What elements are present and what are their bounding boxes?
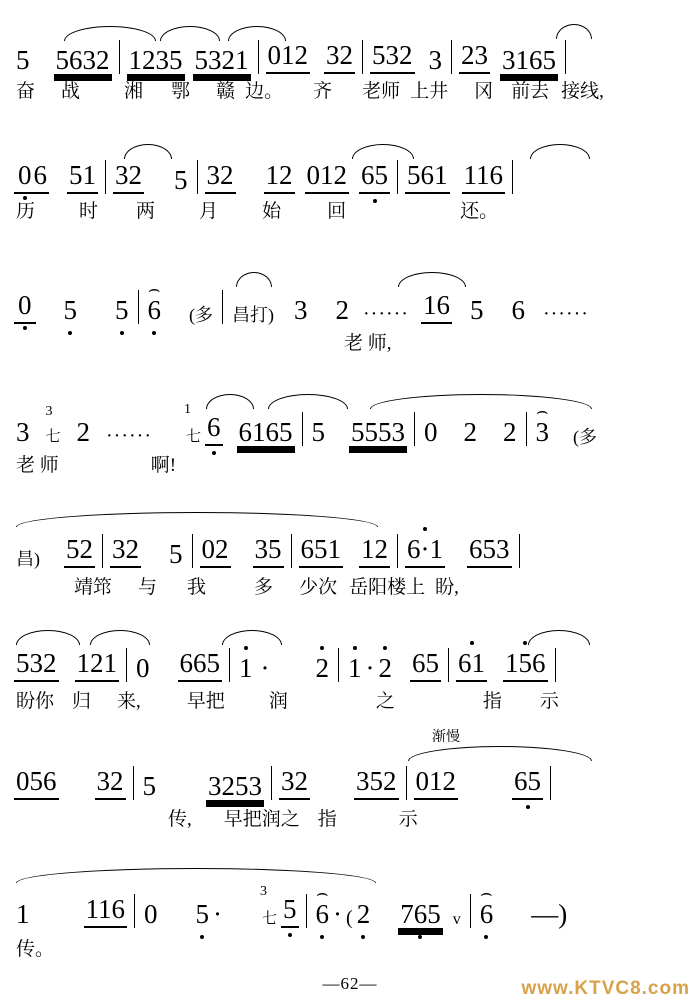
note-group: 32: [113, 162, 144, 194]
barline: [397, 534, 398, 568]
lyric: 我: [187, 577, 207, 598]
note-group: 056: [14, 768, 59, 800]
slur: [16, 512, 378, 527]
barline: [512, 160, 513, 194]
slur: [556, 24, 592, 39]
slur: [16, 630, 80, 645]
lyric: 岳阳楼上: [349, 577, 426, 598]
note: 6: [511, 295, 525, 325]
note: 5: [281, 896, 299, 928]
slur: [206, 394, 254, 409]
lyric: 老师: [362, 81, 401, 102]
slur: [528, 630, 590, 645]
spoken-text: 昌): [16, 549, 40, 569]
slur: [228, 26, 286, 41]
spoken-text: (多: [189, 305, 213, 325]
notation-row-5: [14, 534, 686, 568]
slur: [90, 630, 150, 645]
lyric: 指: [317, 809, 337, 830]
lyric: 回: [327, 201, 347, 222]
lyric: 两: [136, 201, 156, 222]
barline: [448, 648, 449, 682]
note-group: 32: [324, 42, 355, 74]
note: 2: [76, 417, 91, 447]
lyrics-row-1: [14, 82, 686, 101]
lyric: 湘: [124, 81, 144, 102]
note-group: [14, 292, 36, 324]
slur: [236, 272, 272, 287]
notation-row-4: [14, 402, 686, 447]
note: 3: [294, 295, 308, 325]
barline: [258, 40, 259, 74]
note: 0: [424, 417, 438, 447]
barline: [470, 894, 471, 928]
note-group: 012: [414, 768, 459, 800]
lyric: 啊!: [150, 455, 177, 476]
slur: [160, 26, 220, 41]
barline: [133, 766, 134, 800]
barline: [302, 412, 303, 446]
lyric: 示: [398, 809, 418, 830]
note-group: 532: [14, 650, 59, 682]
tempo-marking: 渐慢: [432, 728, 460, 744]
note-group: 02: [200, 536, 231, 568]
note-group: 665: [178, 650, 223, 682]
lyric: 战: [61, 81, 81, 102]
dots: ······: [106, 425, 152, 447]
barline: [102, 534, 103, 568]
ornament: 3 七: [260, 884, 278, 927]
note: 5: [195, 899, 209, 929]
note-group: 3253: [208, 771, 262, 801]
note-group: 1235: [128, 45, 183, 75]
note: 5: [169, 539, 183, 569]
note: 5: [469, 295, 484, 325]
barline: [126, 648, 127, 682]
note-group: 32: [279, 768, 310, 800]
note: 0: [18, 160, 32, 190]
note-group: 561: [405, 162, 450, 194]
note-group: 5553: [351, 417, 405, 447]
lyrics-row-2: [14, 202, 686, 221]
slur: [398, 272, 466, 287]
lyric: 传,: [168, 809, 192, 830]
lyric: 老 师: [16, 455, 59, 476]
note-group: 61: [456, 650, 487, 682]
note-group: 65: [512, 768, 543, 800]
barline: [229, 648, 230, 682]
slur: [370, 394, 592, 409]
barline: [197, 160, 198, 194]
lyric: 鄂: [171, 81, 191, 102]
note-group: 06: [14, 162, 49, 194]
lyrics-row-4: [14, 456, 686, 475]
note-group: 121: [75, 650, 120, 682]
note: 2: [356, 899, 371, 929]
note: 5: [115, 295, 129, 325]
lyric: 齐: [313, 81, 333, 102]
note-group: 116: [462, 162, 506, 194]
lyric: 之: [375, 691, 395, 712]
note: —): [531, 899, 568, 929]
note-group: 765: [400, 899, 441, 929]
note: ·: [260, 653, 270, 683]
slur: [124, 144, 172, 159]
note-group: 651: [299, 536, 344, 568]
note-group: 3165: [502, 45, 556, 75]
lyric: 还。: [460, 201, 499, 222]
barline: [362, 40, 363, 74]
note-group: 116: [84, 896, 128, 928]
slur: [16, 868, 376, 883]
note-group: 12: [359, 536, 390, 568]
slur: [408, 746, 592, 761]
lyric: 来,: [117, 691, 141, 712]
note: 5: [63, 295, 77, 325]
note-group: 32: [110, 536, 141, 568]
notation-row-8: [14, 884, 686, 929]
lyric: 少次: [299, 577, 338, 598]
barline: [526, 412, 527, 446]
lyrics-row-6: [14, 692, 686, 711]
note-group: 16: [421, 292, 452, 324]
notation-row-1: [14, 40, 686, 74]
ornament: 1 七: [183, 402, 201, 445]
note-group: 532: [370, 42, 415, 74]
breath-mark: v: [452, 911, 461, 928]
note: ⌢ 3: [534, 419, 552, 446]
note-group: 23: [459, 42, 490, 74]
note: 2: [315, 653, 329, 683]
lyric: 润: [268, 691, 288, 712]
barline: [555, 648, 556, 682]
watermark: www.KTVC8.com: [521, 978, 690, 999]
lyric: 时: [79, 201, 99, 222]
lyric: 月: [199, 201, 219, 222]
note: ⌢ 6: [478, 901, 496, 928]
note-group: 012: [305, 162, 350, 194]
note-group: 12: [264, 162, 295, 194]
note: 1: [348, 653, 362, 683]
note: 3: [16, 417, 30, 447]
note: 5: [311, 417, 325, 447]
slur: [268, 394, 348, 409]
lyric: 始: [262, 201, 282, 222]
note: 5: [142, 771, 156, 801]
note: 0: [18, 290, 32, 320]
barline: [397, 160, 398, 194]
note-group: 352: [354, 768, 399, 800]
barline: [134, 894, 135, 928]
note-group: 65: [359, 162, 390, 194]
spoken-text: 昌打): [232, 305, 274, 325]
notation-row-2: [14, 160, 686, 194]
barline: [414, 412, 415, 446]
barline: [192, 534, 193, 568]
barline: [105, 160, 106, 194]
note: 0: [144, 899, 158, 929]
lyrics-row-5: [14, 578, 686, 597]
note: 0: [136, 653, 150, 683]
note-group: 51: [67, 162, 98, 194]
lyrics-row-7: [14, 810, 686, 829]
note: 2: [378, 653, 392, 683]
note-group: 6·1: [405, 536, 445, 568]
page-number: —62—: [322, 974, 378, 993]
lyric: 多: [254, 577, 274, 598]
note: ⌢ 6: [146, 297, 164, 324]
note: 6: [205, 414, 223, 446]
slur: [64, 26, 156, 41]
notation-row-3: [14, 290, 686, 324]
lyric: 前去: [511, 81, 550, 102]
note: ·: [365, 653, 375, 683]
dots: ······: [363, 303, 409, 325]
note-group: 5321: [194, 45, 249, 75]
barline: [222, 290, 223, 324]
lyric: 指: [482, 691, 502, 712]
note-group: 012: [266, 42, 311, 74]
barline: [338, 648, 339, 682]
lyric: 奋: [16, 81, 36, 102]
lyric: 赣: [216, 81, 236, 102]
notation-row-7: [14, 766, 686, 800]
spoken-text: (多: [573, 427, 597, 447]
barline: [451, 40, 452, 74]
note-group: 32: [95, 768, 126, 800]
lyrics-row-3: [14, 334, 686, 353]
note: 5: [174, 165, 188, 195]
slur: [352, 144, 414, 159]
note: 2: [503, 417, 517, 447]
barline: [519, 534, 520, 568]
lyric: 归: [72, 691, 92, 712]
note: ·: [213, 899, 222, 929]
barline: [119, 40, 120, 74]
lyric: 盼你: [16, 691, 55, 712]
note-group: 156: [503, 650, 548, 682]
lyric: 靖筇: [74, 577, 113, 598]
note-group: 35: [253, 536, 284, 568]
lyric: 老 师,: [344, 333, 392, 354]
notation-row-6: [14, 648, 686, 682]
slur: [222, 630, 282, 645]
dots: ······: [542, 303, 589, 325]
barline: [565, 40, 566, 74]
note-group: 6165: [238, 417, 293, 447]
lyric: 示: [539, 691, 559, 712]
note: ⌢ 6: [314, 901, 332, 928]
lyric: 冈: [474, 81, 494, 102]
note: ·: [333, 899, 343, 929]
slur: [530, 144, 590, 159]
barline: [550, 766, 551, 800]
note-group: 5632: [55, 45, 110, 75]
lyric: 上井: [410, 81, 449, 102]
barline: [138, 290, 139, 324]
barline: [406, 766, 407, 800]
lyric: 边。: [245, 81, 284, 102]
note: 5: [16, 45, 30, 75]
lyric: 与: [138, 577, 158, 598]
spoken-text: (: [346, 907, 353, 929]
lyric: 早把润之: [223, 809, 300, 830]
note: 2: [463, 417, 477, 447]
ornament: 3 七: [45, 404, 61, 445]
note-group: 653: [467, 536, 512, 568]
note: 1: [239, 653, 253, 683]
note-group: 65: [410, 650, 441, 682]
note: 1: [16, 899, 30, 929]
lyric: 接线,: [561, 81, 604, 102]
note-group: 52: [64, 536, 95, 568]
note: 2: [335, 295, 349, 325]
barline: [306, 894, 307, 928]
barline: [291, 534, 292, 568]
lyric: 盼,: [435, 577, 459, 598]
lyric: 传。: [16, 939, 55, 960]
note: 3: [428, 45, 442, 75]
lyric: 早把: [186, 691, 225, 712]
lyric: 历: [16, 201, 36, 222]
lyrics-row-8: [14, 940, 686, 959]
barline: [271, 766, 272, 800]
note-group: 32: [205, 162, 236, 194]
